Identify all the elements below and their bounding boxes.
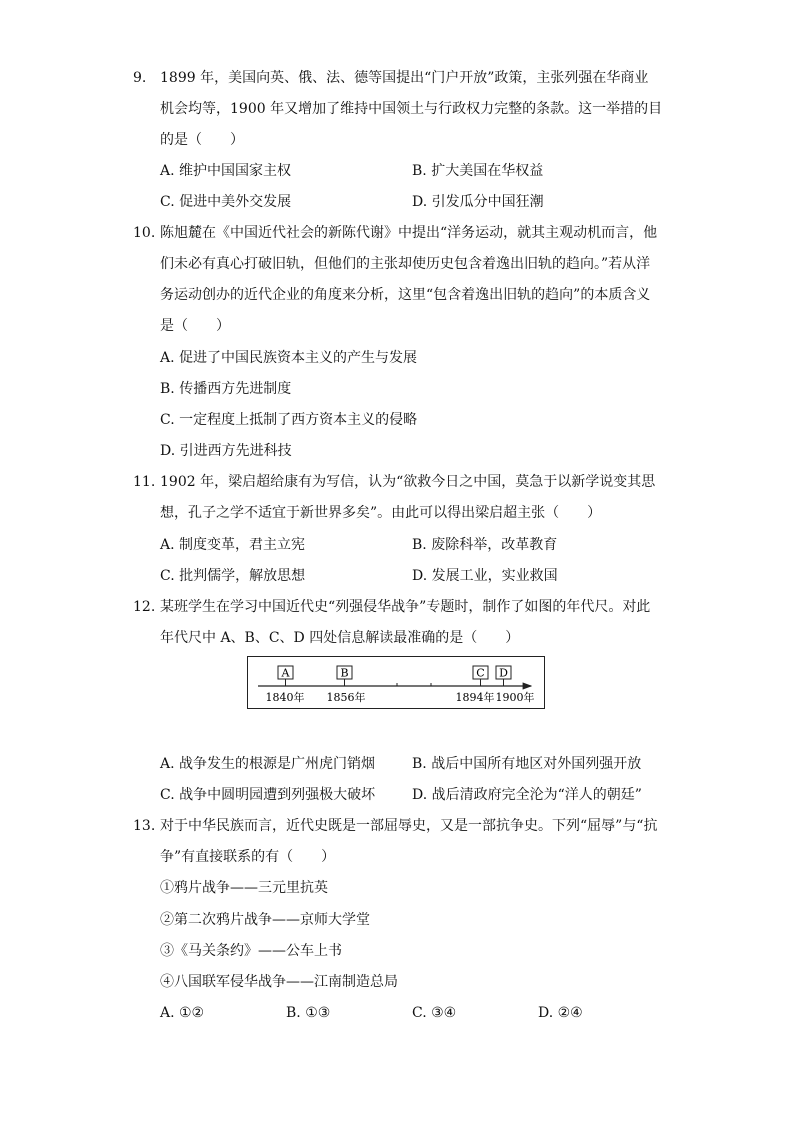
timeline-marker-c-label: C (476, 666, 485, 680)
question-10-line-4: 是（ ） (160, 318, 230, 334)
question-11-option-c: C. 批判儒学，解放思想 (160, 568, 306, 584)
timeline-marker-d-label: D (499, 666, 508, 680)
timeline-figure (247, 656, 545, 709)
question-11-number: 11. (133, 474, 156, 490)
question-10-option-b: B. 传播西方先进制度 (160, 381, 292, 397)
question-13-number: 13. (133, 818, 156, 834)
question-11-line-1: 1902 年，梁启超给康有为写信，认为“欲救今日之中国，莫急于以新学说变其思 (160, 474, 656, 490)
timeline-year-1840: 1840年 (265, 691, 305, 704)
question-13-item-4: ④八国联军侵华战争——江南制造总局 (160, 974, 398, 990)
question-13-line-2: 争”有直接联系的有（ ） (160, 849, 336, 865)
question-13-item-3: ③《马关条约》——公车上书 (160, 943, 342, 959)
timeline-marker-c (473, 666, 488, 686)
question-9-option-b: B. 扩大美国在华权益 (412, 163, 544, 179)
timeline-marker-a (278, 666, 293, 686)
question-13-item-1: ①鸦片战争——三元里抗英 (160, 880, 328, 896)
question-9-line-2: 机会均等，1900 年又增加了维持中国领土与行政权力完整的条款。这一举措的目 (160, 101, 663, 117)
timeline-ruler (248, 657, 546, 710)
question-13-item-2: ②第二次鸦片战争——京师大学堂 (160, 912, 370, 928)
question-9-number: 9. (133, 70, 147, 86)
question-13-option-b: B. ①③ (286, 1005, 331, 1021)
question-12-option-d: D. 战后清政府完全沦为“洋人的朝廷” (412, 787, 642, 803)
timeline-year-1894: 1894年 (455, 691, 495, 704)
question-9-option-d: D. 引发瓜分中国狂潮 (412, 194, 544, 210)
question-11-option-b: B. 废除科举，改革教育 (412, 537, 558, 553)
question-13-option-c: C. ③④ (412, 1005, 457, 1021)
timeline-year-1900: 1900年 (495, 691, 535, 704)
timeline-marker-b-label: B (340, 666, 349, 680)
question-12-option-c: C. 战争中圆明园遭到列强极大破坏 (160, 787, 376, 803)
timeline-year-1856: 1856年 (326, 691, 366, 704)
question-12-number: 12. (133, 599, 156, 615)
question-10-option-a: A. 促进了中国民族资本主义的产生与发展 (160, 350, 418, 366)
question-9-line-1: 1899 年，美国向英、俄、法、德等国提出“门户开放”政策，主张列强在华商业 (160, 70, 649, 86)
question-9-option-c: C. 促进中美外交发展 (160, 194, 292, 210)
question-12-line-1: 某班学生在学习中国近代史“列强侵华战争”专题时，制作了如图的年代尺。对此 (160, 599, 651, 615)
question-10-number: 10. (133, 225, 156, 241)
timeline-marker-b (337, 666, 352, 686)
question-13-option-d: D. ②④ (538, 1005, 583, 1021)
question-9-option-a: A. 维护中国国家主权 (160, 163, 292, 179)
question-12-option-a: A. 战争发生的根源是广州虎门销烟 (160, 756, 376, 772)
question-10-line-1: 陈旭麓在《中国近代社会的新陈代谢》中提出“洋务运动，就其主观动机而言，他 (160, 225, 658, 241)
question-10-line-2: 们未必有真心打破旧轨，但他们的主张却使历史包含着逸出旧轨的趋向。”若从洋 (160, 256, 651, 272)
question-12-line-2: 年代尺中 A、B、C、D 四处信息解读最准确的是（ ） (160, 630, 520, 646)
question-11-line-2: 想，孔子之学不适宜于新世界多矣”。由此可以得出梁启超主张（ ） (160, 505, 602, 521)
question-11-option-d: D. 发展工业，实业救国 (412, 568, 558, 584)
question-10-option-c: C. 一定程度上抵制了西方资本主义的侵略 (160, 412, 418, 428)
question-10-option-d: D. 引进西方先进科技 (160, 443, 292, 459)
question-13-option-a: A. ①② (160, 1005, 205, 1021)
question-10-line-3: 务运动创办的近代企业的角度来分析，这里“包含着逸出旧轨的趋向”的本质含义 (160, 287, 651, 303)
timeline-marker-d (496, 666, 511, 686)
timeline-marker-a-label: A (281, 666, 290, 680)
question-11-option-a: A. 制度变革，君主立宪 (160, 537, 306, 553)
question-13-line-1: 对于中华民族而言，近代史既是一部屈辱史，又是一部抗争史。下列“屈辱”与“抗 (160, 818, 658, 834)
question-12-option-b: B. 战后中国所有地区对外国列强开放 (412, 756, 642, 772)
question-9-line-3: 的是（ ） (160, 132, 244, 148)
